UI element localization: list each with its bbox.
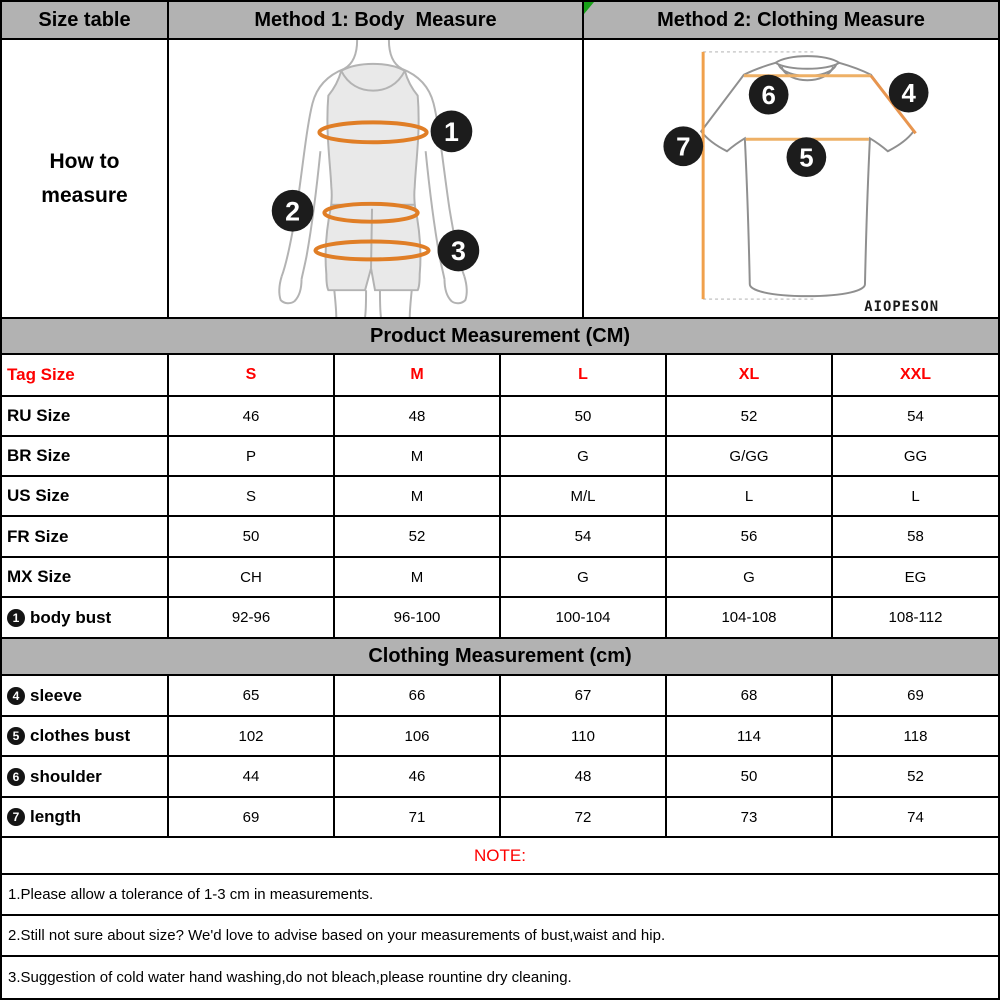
sleeve-label: 4 sleeve [2, 676, 169, 715]
table-cell: 114 [667, 717, 833, 755]
clothing-measurement-title: Clothing Measurement (cm) [368, 645, 632, 667]
table-cell: 69 [907, 687, 924, 704]
product-measurement-band [2, 319, 998, 355]
size-col-s: S [169, 355, 335, 395]
size-col-xxl: XXL [899, 366, 932, 383]
note-row-3 [2, 957, 998, 998]
table-cell: 50 [667, 757, 833, 796]
table-row-sleeve [2, 676, 998, 717]
body-measure-illustration [169, 40, 584, 317]
table-row-body-bust [2, 598, 998, 639]
clothing-measurement-band [2, 639, 998, 676]
marker-4-badge-icon: 4 [7, 687, 25, 705]
table-row-ru-size [2, 397, 998, 437]
table-cell: 50 [169, 517, 335, 556]
table-row-fr-size [2, 517, 998, 558]
method1-title: Method 1: Body Measure [169, 2, 584, 38]
table-cell: 54 [501, 517, 667, 556]
table-cell: 58 [907, 528, 924, 545]
note-row-2 [2, 916, 998, 957]
size-col-xl: XL [667, 355, 833, 395]
clothes-bust-label: 5 clothes bust [2, 717, 169, 755]
table-cell: 108-112 [888, 609, 943, 626]
shoulder-label: 6 shoulder [2, 757, 169, 796]
table-cell: 54 [907, 407, 924, 425]
tag-size-row [2, 355, 998, 397]
note-header-row [2, 838, 998, 875]
table-cell: 118 [903, 727, 928, 745]
marker-7: 7 [676, 133, 691, 162]
tag-size-label: Tag Size [2, 355, 169, 395]
tank-top-shape [327, 64, 418, 205]
table-row-mx-size [2, 558, 998, 598]
fr-size-label: FR Size [2, 517, 169, 556]
table-cell: M [335, 437, 501, 475]
table-cell: 52 [667, 397, 833, 435]
product-measurement-title: Product Measurement (CM) [369, 324, 631, 347]
table-cell: 52 [335, 517, 501, 556]
table-cell: L [911, 487, 920, 505]
ru-size-label: RU Size [2, 397, 169, 435]
clothing-measure-illustration [584, 40, 998, 317]
tshirt-shape [701, 63, 913, 296]
length-label: 7 length [2, 798, 169, 836]
table-cell: 46 [335, 757, 501, 796]
table-cell: 72 [501, 798, 667, 836]
table-cell: 50 [501, 397, 667, 435]
size-col-l: L [501, 355, 667, 395]
table-cell: 92-96 [169, 598, 335, 637]
brand-text: AIOPESON [864, 299, 940, 316]
table-row-length [2, 798, 998, 838]
illustration-row [2, 40, 998, 319]
body-bust-label: 1 body bust [2, 598, 169, 637]
top-header-row [2, 2, 998, 40]
table-cell: 106 [335, 717, 501, 755]
note-title: NOTE: [474, 845, 526, 865]
tshirt-illustration [584, 40, 998, 317]
marker-5-badge-icon: 5 [7, 727, 25, 745]
table-cell: 52 [907, 768, 924, 785]
marker-6: 6 [761, 81, 776, 110]
table-cell: 66 [335, 676, 501, 715]
table-cell: 56 [667, 517, 833, 556]
table-cell: M [335, 558, 501, 596]
table-row-br-size [2, 437, 998, 477]
marker-1-badge-icon: 1 [7, 609, 25, 627]
body-figure-illustration [169, 40, 582, 317]
table-cell: 71 [335, 798, 501, 836]
table-cell: M [335, 477, 501, 515]
marker-5: 5 [799, 144, 814, 173]
table-cell: 69 [169, 798, 335, 836]
table-cell: 48 [501, 757, 667, 796]
note-row-1 [2, 875, 998, 916]
table-row-shoulder [2, 757, 998, 798]
table-cell: 48 [335, 397, 501, 435]
note-3-text: 3.Suggestion of cold water hand washing,do not bleach,please rountine dry cleaning. [8, 969, 572, 986]
table-cell: 44 [169, 757, 335, 796]
table-cell: G [501, 558, 667, 596]
note-1-text: 1.Please allow a tolerance of 1-3 cm in measurements. [8, 886, 374, 903]
method2-title: Method 2: Clothing Measure [584, 2, 998, 38]
table-cell: G/GG [667, 437, 833, 475]
table-cell: G [501, 437, 667, 475]
marker-4: 4 [901, 79, 916, 108]
table-cell: S [169, 477, 335, 515]
table-cell: 104-108 [667, 598, 833, 637]
table-cell: 46 [169, 397, 335, 435]
mx-size-label: MX Size [2, 558, 169, 596]
table-cell: 65 [169, 676, 335, 715]
table-cell: EG [904, 568, 927, 586]
table-cell: 74 [907, 808, 924, 826]
table-cell: 100-104 [501, 598, 667, 637]
note-2-text: 2.Still not sure about size? We'd love to advise based on your measurements of bust,waist and hip. [8, 927, 666, 944]
table-cell: P [169, 437, 335, 475]
size-table-title: Size table [2, 2, 169, 38]
how-to-measure-label: How to measure [2, 40, 169, 317]
marker-3: 3 [450, 236, 466, 267]
table-cell: 102 [169, 717, 335, 755]
table-cell: CH [169, 558, 335, 596]
marker-1: 1 [443, 116, 459, 147]
us-size-label: US Size [2, 477, 169, 515]
table-cell: 73 [667, 798, 833, 836]
table-row-us-size [2, 477, 998, 517]
size-col-m: M [335, 355, 501, 395]
corner-flag-icon [584, 2, 594, 14]
marker-2: 2 [285, 196, 301, 227]
marker-6-badge-icon: 6 [7, 768, 25, 786]
marker-7-badge-icon: 7 [7, 808, 25, 826]
table-cell: 68 [667, 676, 833, 715]
table-cell: GG [903, 447, 928, 465]
table-cell: L [667, 477, 833, 515]
table-cell: 67 [501, 676, 667, 715]
table-cell: 110 [501, 717, 667, 755]
table-cell: G [667, 558, 833, 596]
table-cell: 96-100 [335, 598, 501, 637]
table-row-clothes-bust [2, 717, 998, 757]
table-cell: M/L [501, 477, 667, 515]
br-size-label: BR Size [2, 437, 169, 475]
